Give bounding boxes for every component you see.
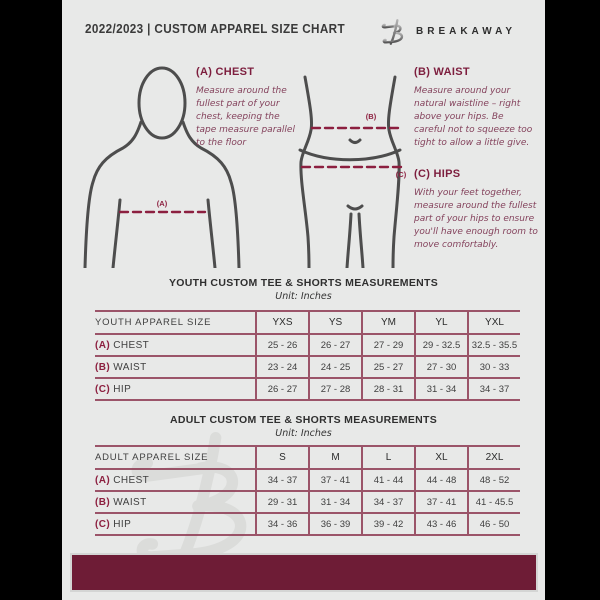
waist-body: Measure around your natural waistline – right above your hips. Be careful not to squeeze too tight to allow a little give. [414, 86, 533, 149]
row-label: HIP [113, 518, 132, 530]
cell: 37 - 41 [309, 469, 362, 491]
adult-size-s: S [256, 446, 309, 469]
cell: 43 - 46 [415, 513, 468, 535]
cell: 41 - 45.5 [468, 491, 520, 513]
cell: 41 - 44 [362, 469, 415, 491]
row-prefix: (A) [95, 339, 111, 351]
table-row [95, 356, 520, 378]
row-prefix: (B) [95, 361, 111, 373]
cell: 25 - 26 [256, 334, 309, 356]
table-row [95, 469, 520, 491]
cell: 34 - 37 [362, 491, 415, 513]
footer-bar [70, 553, 538, 592]
table-row [95, 334, 520, 356]
chest-marker-label: (A) [156, 199, 168, 208]
cell: 31 - 34 [309, 491, 362, 513]
row-prefix: (B) [95, 496, 111, 508]
youth-size-ys: YS [309, 311, 362, 334]
cell: 27 - 28 [309, 378, 362, 400]
youth-size-ym: YM [362, 311, 415, 334]
row-prefix: (C) [95, 518, 111, 530]
adult-size-xl: XL [415, 446, 468, 469]
page-title: 2022/2023 | CUSTOM APPAREL SIZE CHART [85, 21, 345, 36]
cell: 32.5 - 35.5 [468, 334, 520, 356]
breakaway-logo-icon [380, 16, 410, 48]
youth-size-yl: YL [415, 311, 468, 334]
adult-header-row [95, 446, 520, 469]
row-label: CHEST [113, 474, 150, 486]
cell: 26 - 27 [256, 378, 309, 400]
waist-marker-label: (B) [365, 112, 377, 121]
hips-body: With your feet together, measure around the fullest part of your hips to ensure you'll have enough room to move comfortably. [414, 188, 538, 251]
adult-size-2xl: 2XL [468, 446, 520, 469]
adult-table-title: ADULT CUSTOM TEE & SHORTS MEASUREMENTS [169, 414, 438, 426]
cell: 34 - 37 [256, 469, 309, 491]
hips-heading: (C) HIPS [414, 168, 461, 180]
cell: 44 - 48 [415, 469, 468, 491]
size-chart-document [62, 0, 545, 600]
row-label: WAIST [113, 361, 147, 373]
brand-name: BREAKAWAY [416, 26, 517, 37]
cell: 34 - 37 [468, 378, 520, 400]
chest-heading: (A) CHEST [196, 66, 255, 78]
lower-body-figure [298, 62, 410, 268]
row-label: CHEST [113, 339, 150, 351]
youth-table-unit: Unit: Inches [275, 291, 332, 302]
hips-marker-label: (C) [395, 170, 407, 179]
chest-body: Measure around the fullest part of your chest, keeping the tape measure parallel to the floor [196, 86, 295, 149]
cell: 30 - 33 [468, 356, 520, 378]
cell: 23 - 24 [256, 356, 309, 378]
brand-block [380, 16, 530, 50]
cell: 37 - 41 [415, 491, 468, 513]
waist-instructions [414, 66, 536, 150]
cell: 27 - 29 [362, 334, 415, 356]
youth-table-title: YOUTH CUSTOM TEE & SHORTS MEASUREMENTS [168, 277, 439, 289]
table-row [95, 491, 520, 513]
cell: 28 - 31 [362, 378, 415, 400]
youth-size-table [95, 310, 520, 401]
row-prefix: (C) [95, 383, 111, 395]
table-row [95, 513, 520, 535]
waist-heading: (B) WAIST [414, 66, 470, 78]
cell: 48 - 52 [468, 469, 520, 491]
cell: 27 - 30 [415, 356, 468, 378]
adult-size-m: M [309, 446, 362, 469]
row-prefix: (A) [95, 474, 111, 486]
cell: 26 - 27 [309, 334, 362, 356]
cell: 31 - 34 [415, 378, 468, 400]
chest-instructions [196, 66, 296, 150]
youth-size-col-header: YOUTH APPAREL SIZE [95, 317, 212, 328]
youth-size-yxs: YXS [256, 311, 309, 334]
cell: 34 - 36 [256, 513, 309, 535]
adult-size-col-header: ADULT APPAREL SIZE [95, 452, 209, 463]
row-label: HIP [113, 383, 132, 395]
cell: 39 - 42 [362, 513, 415, 535]
row-label: WAIST [113, 496, 147, 508]
cell: 25 - 27 [362, 356, 415, 378]
cell: 46 - 50 [468, 513, 520, 535]
adult-size-l: L [362, 446, 415, 469]
table-row [95, 378, 520, 400]
cell: 29 - 32.5 [415, 334, 468, 356]
adult-size-table [95, 445, 520, 536]
youth-header-row [95, 311, 520, 334]
cell: 29 - 31 [256, 491, 309, 513]
cell: 24 - 25 [309, 356, 362, 378]
adult-table-unit: Unit: Inches [275, 428, 332, 439]
youth-size-yxl: YXL [468, 311, 520, 334]
cell: 36 - 39 [309, 513, 362, 535]
hips-instructions [414, 168, 539, 252]
